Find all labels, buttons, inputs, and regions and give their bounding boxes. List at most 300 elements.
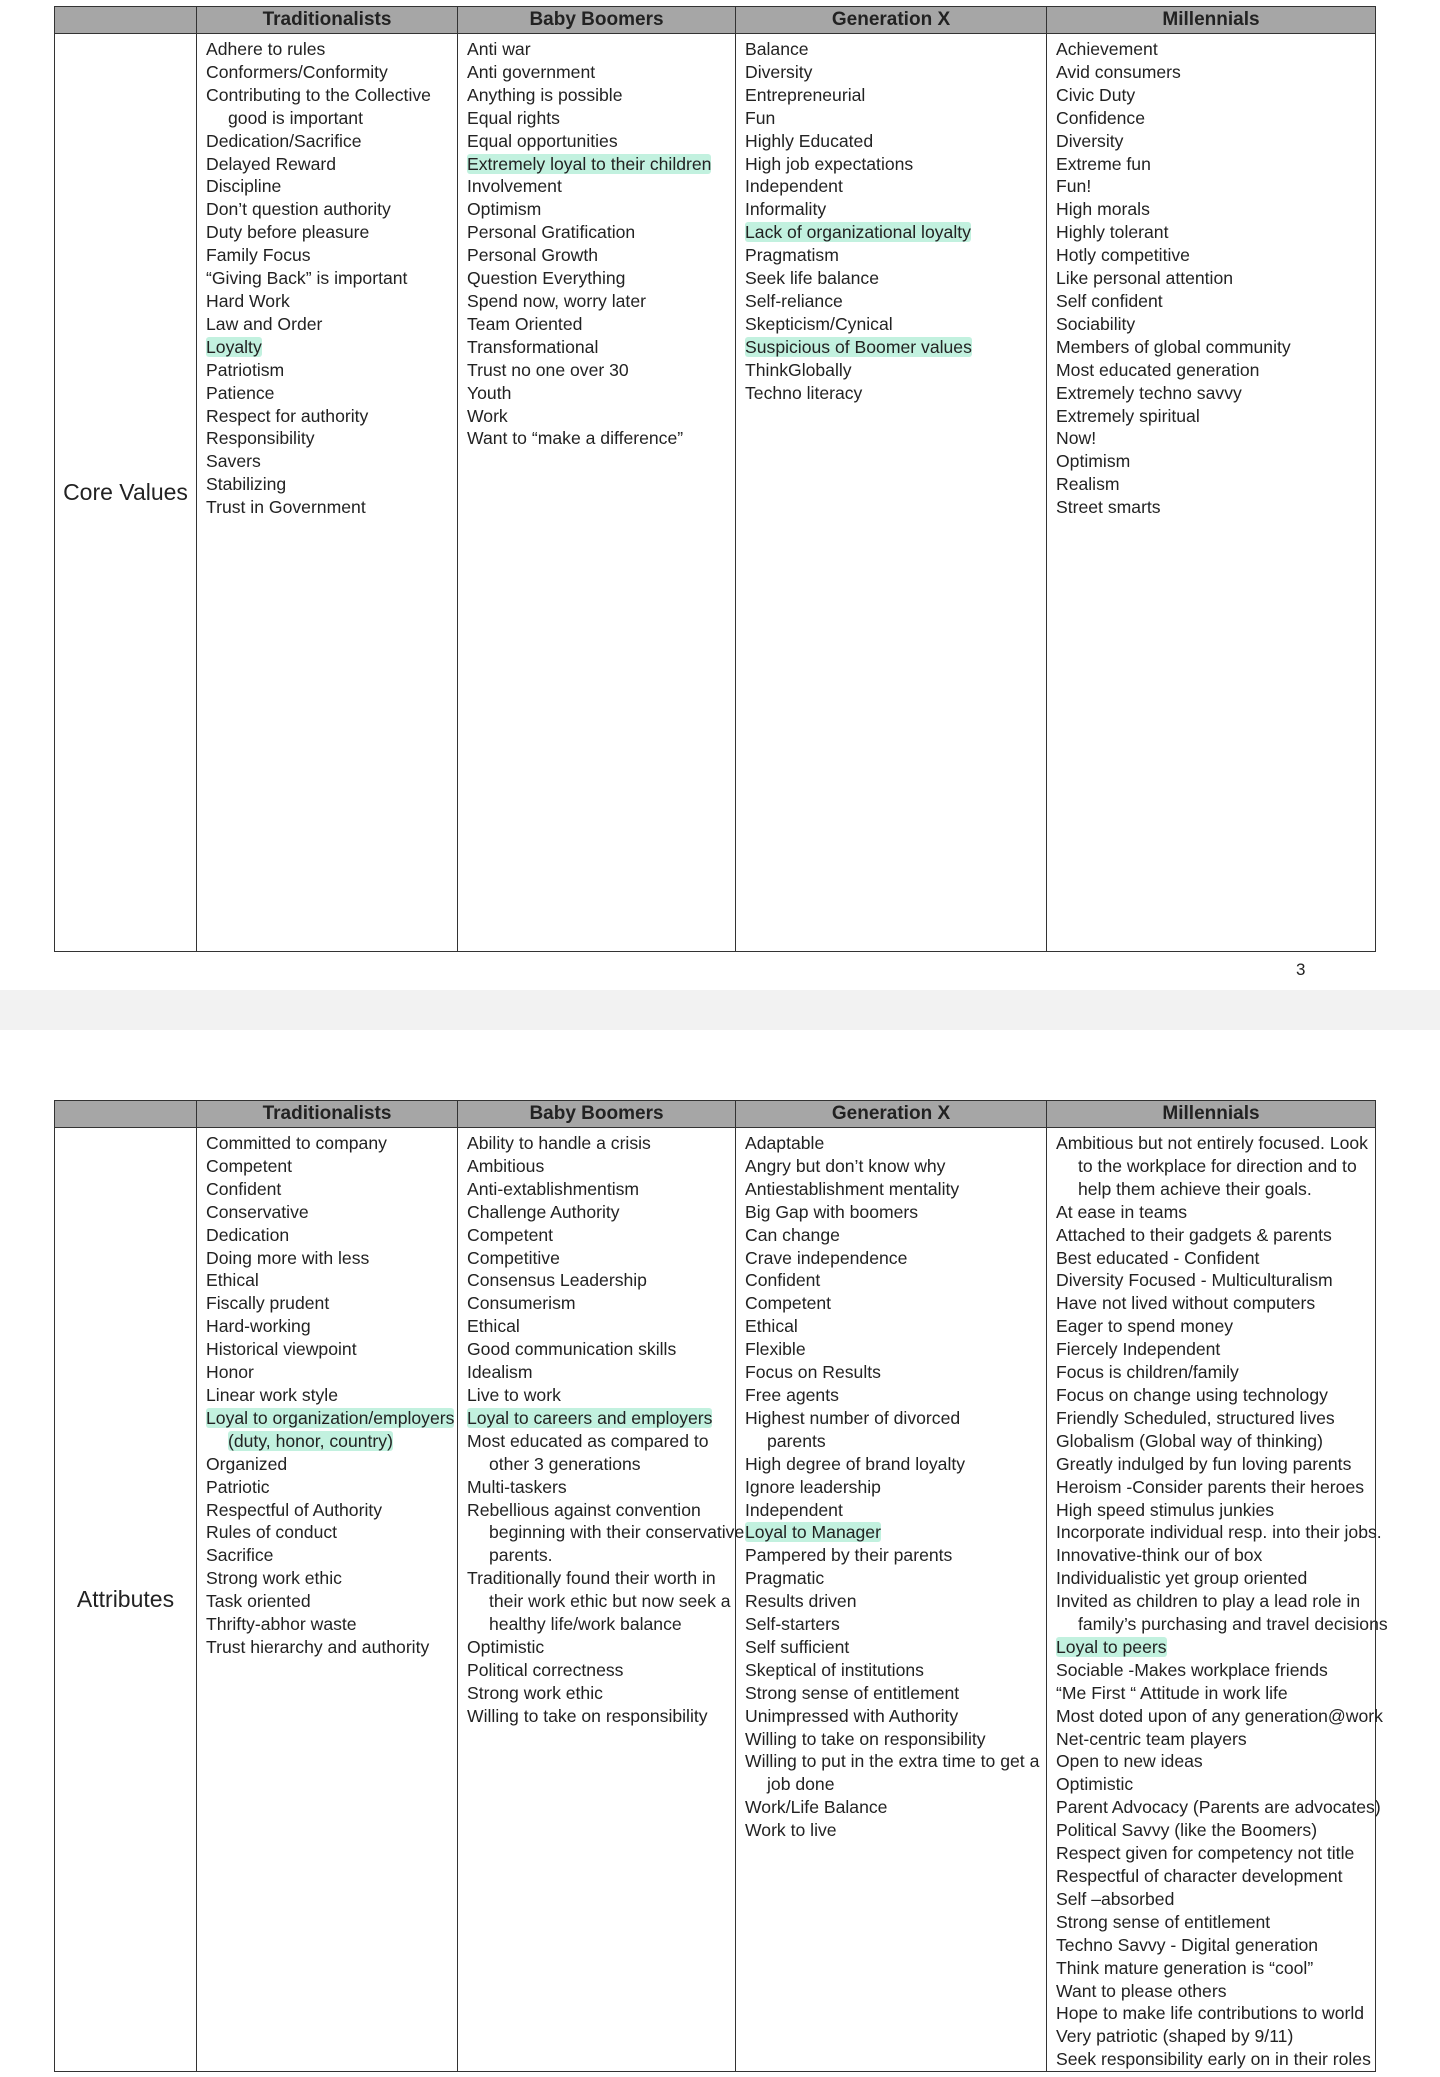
list-item [1056,450,1367,473]
list-item [467,84,727,107]
list-item [745,1178,1038,1201]
list-item-text: Parent Advocacy (Parents are advocates) [1056,1797,1381,1818]
list-item [206,336,449,359]
list-item-text: Free agents [745,1384,839,1405]
list-item [1056,1453,1367,1476]
list-item [206,1499,449,1522]
list-item-text: Now! [1056,428,1097,449]
list-item [467,1361,727,1384]
core-values-traditionalists-cell [197,34,458,952]
list-item-text: Extreme fun [1056,153,1151,174]
list-item-text: Live to work [467,1384,561,1405]
list-item-text: Strong work ethic [467,1682,603,1703]
list-item-text: beginning with their conservative [489,1522,745,1543]
list-item [1056,1957,1367,1980]
list-item [745,1247,1038,1270]
list-item [745,153,1038,176]
list-item [467,1476,727,1499]
list-item-text: Conservative [206,1201,309,1222]
list-item-text: Open to new ideas [1056,1751,1203,1772]
list-item-text: parents [767,1430,826,1451]
list-item-text: Personal Gratification [467,222,636,243]
list-item [1056,1728,1367,1751]
list-item-text: Willing to take on responsibility [467,1705,708,1726]
attributes-generation-x-cell [736,1128,1047,2072]
list-item [467,1613,727,1636]
list-item [1056,1201,1367,1224]
list-item [206,1338,449,1361]
list-item-text: Like personal attention [1056,268,1234,289]
list-item [467,1155,727,1178]
list-item-text: Willing to take on responsibility [745,1728,986,1749]
list-item-text: High job expectations [745,153,914,174]
list-item [1056,1934,1367,1957]
list-item-text: Fun [745,107,776,128]
list-item-text: Can change [745,1224,840,1245]
list-item-text: At ease in teams [1056,1201,1188,1222]
list-item [206,107,449,130]
attributes-row [55,1128,1376,2072]
list-item [1056,267,1367,290]
list-item [206,1361,449,1384]
highlighted-text: Loyal to peers [1056,1636,1167,1657]
header-traditionalists: Traditionalists [197,1101,458,1128]
list-item-text: Duty before pleasure [206,222,370,243]
core-values-millennials-cell [1047,34,1376,952]
list-item-text: Ethical [206,1270,259,1291]
list-item-text: Responsibility [206,428,315,449]
list-item [206,405,449,428]
list-item [206,427,449,450]
list-item-text: Diversity Focused - Multiculturalism [1056,1270,1333,1291]
list-item-text: Street smarts [1056,497,1161,518]
header-millennials: Millennials [1047,7,1376,34]
list-item [745,61,1038,84]
list-item-text: Personal Growth [467,245,599,266]
list-item-text: Work [467,405,508,426]
list-item [1056,1590,1367,1613]
list-item-text: Civic Duty [1056,84,1136,105]
list-item-text: Traditionally found their worth in [467,1568,716,1589]
list-item [1056,1247,1367,1270]
highlighted-text: (duty, honor, country) [228,1430,393,1451]
list-item-text: Invited as children to play a lead role in [1056,1591,1361,1612]
list-item-text: Achievement [1056,39,1158,59]
list-item [467,107,727,130]
list-item-text: job done [767,1774,835,1795]
list-item-text: Good communication skills [467,1339,677,1360]
list-item [467,130,727,153]
list-item-text: Work/Life Balance [745,1797,888,1818]
list-item [206,1636,449,1659]
header-corner-cell [55,7,197,34]
attributes-baby-boomers-cell [458,1128,745,2072]
list-item [206,38,449,61]
list-item-text: Friendly Scheduled, structured lives [1056,1407,1335,1428]
list-item [745,1728,1038,1751]
list-item-text: Diversity [745,61,813,82]
list-item [467,1338,727,1361]
list-item [467,1132,727,1155]
list-item [1056,313,1367,336]
list-item-text: Task oriented [206,1591,311,1612]
list-item [1056,1292,1367,1315]
list-item [745,221,1038,244]
list-item [745,1361,1038,1384]
list-item-text: Want to please others [1056,1980,1227,2001]
list-item [467,61,727,84]
list-item-text: Competent [467,1224,554,1245]
list-item-text: Focus on change using technology [1056,1384,1328,1405]
list-item-text: Transformational [467,336,599,357]
list-item [1056,1819,1367,1842]
list-item [206,1544,449,1567]
list-item [745,1499,1038,1522]
list-item-text: Respect given for competency not title [1056,1843,1355,1864]
list-item-text: Spend now, worry later [467,290,646,311]
list-item [745,1476,1038,1499]
list-item [206,1521,449,1544]
list-item [206,1132,449,1155]
list-item [206,244,449,267]
list-item-text: Political correctness [467,1659,624,1680]
list-item-text: Multi-taskers [467,1476,567,1497]
list-item-text: Sacrifice [206,1545,274,1566]
list-item-text: Trust in Government [206,497,366,518]
list-item-text: Respectful of Authority [206,1499,383,1520]
list-item [745,107,1038,130]
list-item-text: Unimpressed with Authority [745,1705,959,1726]
list-item [745,38,1038,61]
list-item-text: High speed stimulus junkies [1056,1499,1275,1520]
list-item [467,382,727,405]
list-item [1056,473,1367,496]
list-item [1056,1132,1367,1155]
list-item [745,1544,1038,1567]
list-item [206,1613,449,1636]
core-values-baby-boomers-cell [458,34,736,952]
list-item-text: Conformers/Conformity [206,61,388,82]
list-item-text: Equal opportunities [467,130,618,151]
header-baby-boomers: Baby Boomers [458,1101,736,1128]
list-item [745,1750,1038,1773]
list-item [206,450,449,473]
list-item [206,1430,449,1453]
list-item [206,153,449,176]
list-item [206,1201,449,1224]
list-item [467,1521,745,1544]
list-item [1056,1613,1388,1636]
list-item [745,336,1038,359]
list-item [1056,290,1367,313]
list-item-text: Informality [745,199,827,220]
list-item-text: their work ethic but now seek a [489,1591,731,1612]
list-item-text: Rebellious against convention [467,1499,701,1520]
list-item [1056,61,1367,84]
list-item-text: Most doted upon of any generation@work [1056,1705,1383,1726]
list-item-text: Fun! [1056,176,1092,197]
highlighted-text: Extremely loyal to their children [467,153,712,174]
list-item [206,1384,449,1407]
list-item [745,1636,1038,1659]
page-separator [0,990,1440,1030]
list-item-text: Ethical [467,1316,520,1337]
list-item [1056,1705,1383,1728]
list-item [745,1613,1038,1636]
list-item [745,382,1038,405]
list-item-text: Anti war [467,39,531,59]
list-item [206,1269,449,1292]
list-item-text: Patience [206,382,275,403]
list-item-text: Highest number of divorced [745,1407,961,1428]
list-item-text: Idealism [467,1362,533,1383]
header-generation-x: Generation X [736,1101,1047,1128]
list-item [206,473,449,496]
list-item [1056,1888,1367,1911]
list-item-text: Highly tolerant [1056,222,1169,243]
header-millennials: Millennials [1047,1101,1376,1128]
list-item-text: Self-starters [745,1614,840,1635]
list-item [467,1407,727,1430]
document-page-core-values [0,0,1440,990]
list-item-text: Results driven [745,1591,857,1612]
highlighted-text: Suspicious of Boomer values [745,336,972,357]
list-item-text: High morals [1056,199,1150,220]
highlighted-text: Loyal to Manager [745,1522,881,1543]
list-item [206,267,449,290]
list-item [745,359,1038,382]
list-item [467,38,727,61]
list-item-text: Net-centric team players [1056,1728,1247,1749]
list-item [1056,1865,1367,1888]
list-item [467,313,727,336]
highlighted-text: Lack of organizational loyalty [745,222,971,243]
list-item [467,427,727,450]
list-item [206,1407,455,1430]
list-item [1056,1430,1367,1453]
list-item-text: parents. [489,1545,553,1566]
list-item [1056,1338,1367,1361]
list-item [467,336,727,359]
list-item [467,1201,727,1224]
list-item [206,1315,449,1338]
list-item [1056,496,1367,519]
core-values-row-label: Core Values [55,34,197,952]
list-item-text: Law and Order [206,313,323,334]
list-item-text: Members of global community [1056,336,1291,357]
list-item [1056,1361,1367,1384]
list-item-text: Attached to their gadgets & parents [1056,1224,1332,1245]
list-item-text: Heroism -Consider parents their heroes [1056,1476,1365,1497]
list-item-text: Skeptical of institutions [745,1659,924,1680]
list-item [1056,2002,1367,2025]
list-item [1056,153,1367,176]
list-item-text: Delayed Reward [206,153,337,174]
list-item [745,1659,1038,1682]
list-item-text: Antiestablishment mentality [745,1178,960,1199]
list-item-text: Self sufficient [745,1636,850,1657]
list-item [1056,1636,1367,1659]
list-item [1056,1476,1367,1499]
list-item-text: family’s purchasing and travel decisions [1078,1614,1388,1635]
list-item-text: Individualistic yet group oriented [1056,1568,1308,1589]
list-item-text: Seek responsibility early on in their roles [1056,2049,1371,2070]
list-item-text: good is important [228,107,363,128]
list-item [206,175,449,198]
list-item-text: healthy life/work balance [489,1614,682,1635]
list-item [467,1269,727,1292]
list-item-text: Anti government [467,61,596,82]
list-item [206,198,449,221]
list-item [745,1590,1038,1613]
list-item [467,244,727,267]
list-item [1056,1567,1367,1590]
list-item-text: Extremely techno savvy [1056,382,1242,403]
list-item [745,290,1038,313]
list-item-text: Question Everything [467,268,626,289]
list-item [467,359,727,382]
list-item [467,1544,727,1567]
list-item-text: help them achieve their goals. [1078,1178,1312,1199]
list-item-text: Hotly competitive [1056,245,1190,266]
list-item [206,1476,449,1499]
list-item [1056,1796,1381,1819]
list-item-text: Competent [745,1293,832,1314]
list-item-text: Consumerism [467,1293,576,1314]
list-item-text: Competent [206,1155,293,1176]
list-item-text: Respect for authority [206,405,369,426]
list-item [745,313,1038,336]
list-item [745,1705,1038,1728]
list-item-text: Strong sense of entitlement [745,1682,960,1703]
list-item [1056,1407,1367,1430]
list-item [206,1247,449,1270]
list-item-text: Independent [745,1499,843,1520]
core-values-row [55,34,1376,952]
list-item [206,1567,449,1590]
list-item-text: Eager to spend money [1056,1316,1234,1337]
list-item [206,496,449,519]
list-item-text: Highly Educated [745,130,874,151]
list-item [745,1338,1038,1361]
list-item-text: Balance [745,39,809,59]
list-item [1056,175,1367,198]
list-item [745,1315,1038,1338]
list-item [1056,1178,1367,1201]
list-item [467,1705,727,1728]
list-item [1056,1544,1367,1567]
list-item-text: Doing more with less [206,1247,370,1268]
list-item [1056,336,1367,359]
list-item [1056,84,1367,107]
list-item-text: Realism [1056,474,1120,495]
list-item [467,1224,727,1247]
list-item-text: other 3 generations [489,1453,641,1474]
list-item-text: Adaptable [745,1133,825,1153]
list-item-text: Equal rights [467,107,560,128]
list-item-text: Honor [206,1362,254,1383]
list-item-text: Flexible [745,1339,806,1360]
list-item [467,153,727,176]
list-item-text: Self –absorbed [1056,1888,1175,1909]
list-item [745,84,1038,107]
list-item-text: Ability to handle a crisis [467,1133,651,1153]
list-item [745,1132,1038,1155]
list-item [206,1590,449,1613]
list-item [745,1384,1038,1407]
list-item-text: Patriotism [206,359,285,380]
core-values-table [54,6,1376,952]
list-item [745,1407,1038,1430]
list-item [206,1224,449,1247]
list-item-text: Optimistic [467,1636,545,1657]
list-item [745,175,1038,198]
list-item-text: Consensus Leadership [467,1270,647,1291]
list-item [745,267,1038,290]
list-item-text: Work to live [745,1820,837,1841]
list-item-text: Anything is possible [467,84,623,105]
list-item [206,313,449,336]
list-item-text: Confident [206,1178,282,1199]
list-item [1056,1155,1367,1178]
attributes-table [54,1100,1388,2072]
list-item [1056,38,1367,61]
list-item [206,1453,449,1476]
list-item-text: Ethical [745,1316,798,1337]
highlighted-text: Loyal to organization/employers [206,1407,455,1428]
header-generation-x: Generation X [736,7,1047,34]
list-item [1056,2025,1367,2048]
list-item-text: Hope to make life contributions to world [1056,2003,1365,2024]
list-item-text: Focus is children/family [1056,1362,1239,1383]
list-item-text: Entrepreneurial [745,84,866,105]
list-item-text: Self confident [1056,290,1163,311]
list-item [206,1292,449,1315]
list-item-text: “Me First “ Attitude in work life [1056,1682,1288,1703]
list-item [745,1224,1038,1247]
list-item-text: Respectful of character development [1056,1866,1343,1886]
highlighted-text: Loyalty [206,336,262,357]
list-item-text: Most educated generation [1056,359,1260,380]
list-item [1056,1842,1367,1865]
list-item [206,290,449,313]
list-item-text: High degree of brand loyalty [745,1453,966,1474]
list-item [745,1773,1038,1796]
list-item [1056,1315,1367,1338]
list-item-text: Sociable -Makes workplace friends [1056,1659,1328,1680]
list-item-text: Youth [467,382,512,403]
list-item [1056,1499,1367,1522]
list-item-text: Diversity [1056,130,1124,151]
list-item [467,221,727,244]
list-item-text: Techno literacy [745,382,863,403]
list-item-text: Focus on Results [745,1362,881,1383]
list-item-text: Optimism [1056,451,1131,472]
list-item-text: Very patriotic (shaped by 9/11) [1056,2026,1294,2047]
list-item [1056,405,1367,428]
list-item [206,1155,449,1178]
list-item-text: Competitive [467,1247,560,1268]
list-item-text: Want to “make a difference” [467,428,684,449]
list-item-text: Best educated - Confident [1056,1247,1260,1268]
list-item-text: Ambitious but not entirely focused. Look [1056,1133,1368,1153]
list-item-text: Greatly indulged by fun loving parents [1056,1453,1352,1474]
list-item [1056,2048,1371,2071]
list-item [206,359,449,382]
list-item [745,1155,1038,1178]
list-item-text: Challenge Authority [467,1201,620,1222]
list-item [745,1430,1038,1453]
